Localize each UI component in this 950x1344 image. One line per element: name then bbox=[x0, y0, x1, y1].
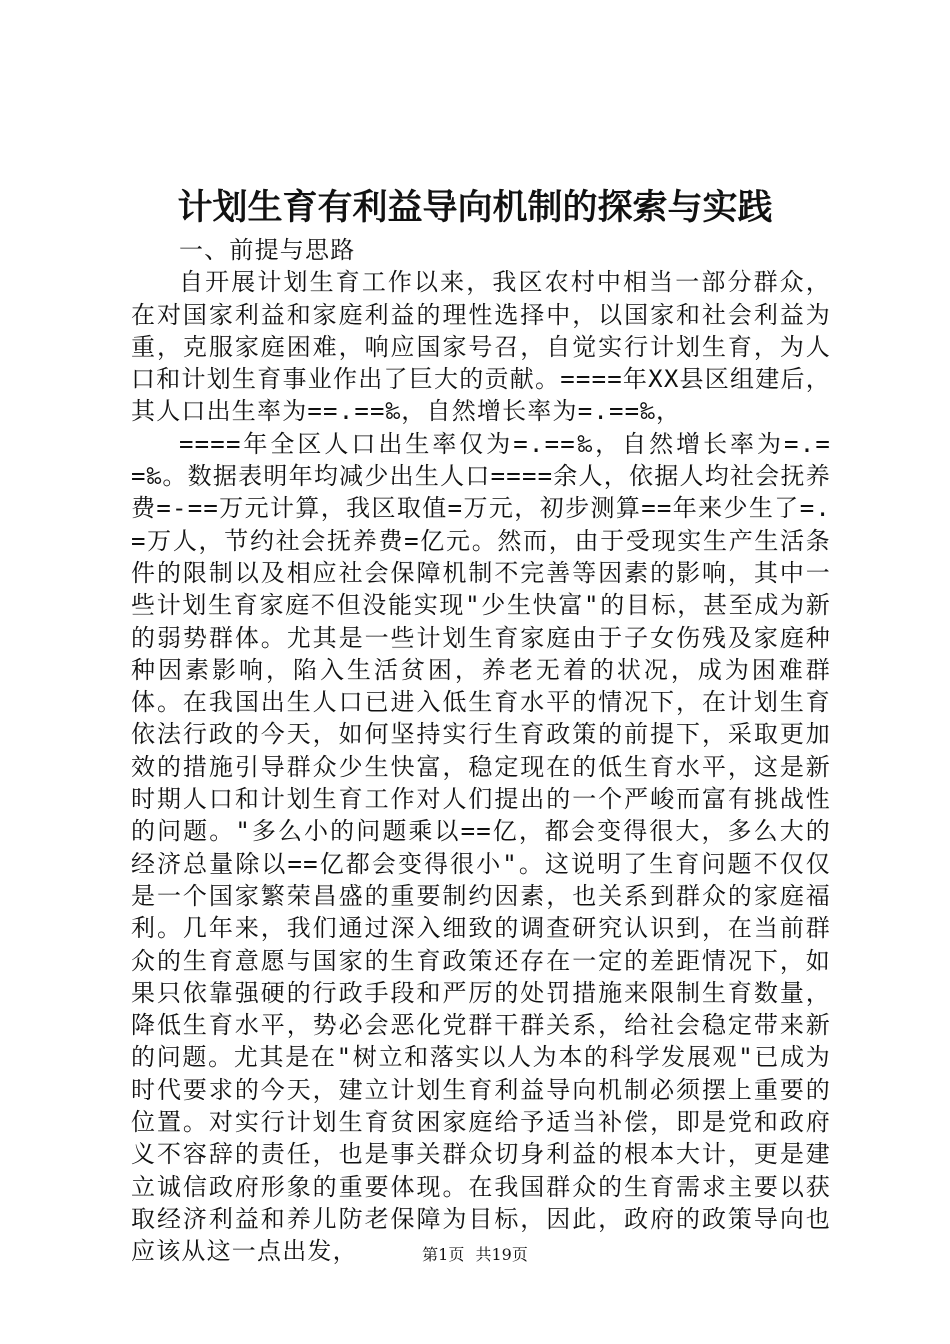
paragraph-1: 自开展计划生育工作以来，我区农村中相当一部分群众，在对国家利益和家庭利益的理性选择中，以国家和社会利益为重，克服家庭困难，响应国家号召，自觉实行计划生育，为人口和计划生育事业作出了巨大的贡献。====年XX县区组建后，其人口出生率为==.==‰，自然增长率为=.==‰， bbox=[131, 268, 831, 426]
document-title: 计划生育有利益导向机制的探索与实践 bbox=[177, 187, 773, 228]
page-footer bbox=[0, 1244, 950, 1266]
paragraph-2: ====年全区人口出生率仅为=.==‰，自然增长率为=.==‰。数据表明年均减少出生人口====余人，依据人均社会抚养费=-==万元计算，我区取值=万元，初步测算==年来少生了=.=万人，节约社会抚养费=亿元。然而，由于受现实生产生活条件的限制以及相应社会保障机制不完善等因素的影响，其中一些计划生育家庭不但没能实现"少生快富"的目标，甚至成为新的弱势群体。尤其是一些计划生育家庭由于子女伤残及家庭种种因素影响，陷入生活贫困，养老无着的状况，成为困难群体。在我国出生人口已进入低生育水平的情况下，在计划生育依法行政的今天，如何坚持实行生育政策的前提下，采取更加效的措施引导群众少生快富，稳定现在的低生育水平，这是新时期人口和计划生育工作对人们提出的一个严峻而富有挑战性的问题。"多么小的问题乘以==亿，都会变得很大，多么大的经济总量除以==亿都会变得很小"。这说明了生育问题不仅仅是一个国家繁荣昌盛的重要制约因素，也关系到群众的家庭福利。几年来，我们通过深入细致的调查研究认识到，在当前群众的生育意愿与国家的生育政策还存在一定的差距情况下，如果只依靠强硬的行政手段和严厉的处罚措施来限制生育数量，降低生育水平，势必会恶化党群干群关系，给社会稳定带来新的问题。尤其是在"树立和落实以人为本的科学发展观"已成为时代要求的今天，建立计划生育利益导向机制必须摆上重要的位置。对实行计划生育贫困家庭给予适当补偿，即是党和政府义不容辞的责任，也是事关群众切身利益的根本大计，更是建立诚信政府形象的重要体现。在我国群众的生育需求主要以获取经济利益和养儿防老保障为目标，因此，政府的政策导向也应该从这一点出发， bbox=[131, 429, 831, 1266]
section-heading: 一、前提与思路 bbox=[179, 236, 356, 264]
page-total: 共19页 bbox=[475, 1245, 528, 1264]
document-body bbox=[131, 234, 831, 1268]
page-number: 第1页 bbox=[422, 1245, 465, 1264]
